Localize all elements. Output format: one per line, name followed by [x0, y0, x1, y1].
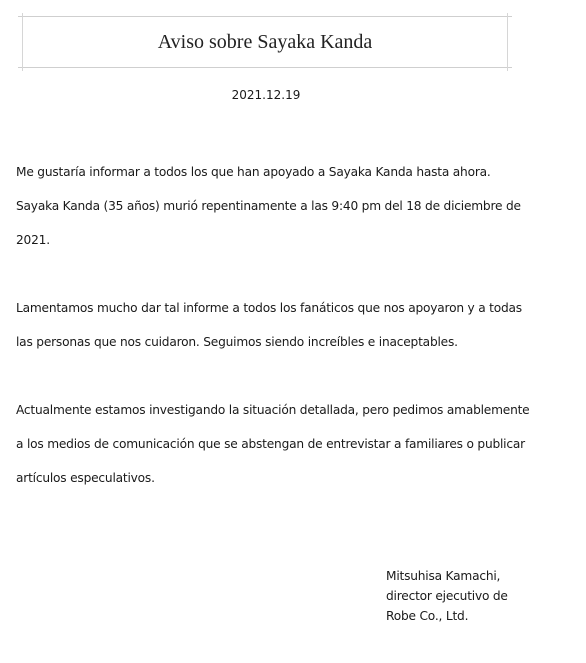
paragraph-line: artículos especulativos. [16, 471, 155, 485]
paragraph-line: a los medios de comunicación que se abstengan de entrevistar a familiares o publicar [16, 437, 525, 451]
paragraph-line: 2021. [16, 233, 50, 247]
paragraph-line: las personas que nos cuidaron. Seguimos siendo increíbles e inaceptables. [16, 335, 458, 349]
paragraph-media-request [16, 393, 556, 495]
signature-role: director ejecutivo de [386, 589, 508, 603]
paragraph-condolence [16, 291, 556, 359]
paragraph-line: Me gustaría informar a todos los que han apoyado a Sayaka Kanda hasta ahora. [16, 165, 491, 179]
notice-title: Aviso sobre Sayaka Kanda [157, 31, 373, 53]
notice-date: 2021.12.19 [231, 88, 301, 102]
paragraph-line: Sayaka Kanda (35 años) murió repentinamente a las 9:40 pm del 18 de diciembre de [16, 199, 521, 213]
title-box [18, 16, 512, 68]
signature-block [386, 566, 508, 626]
paragraph-line: Actualmente estamos investigando la situación detallada, pero pedimos amablemente [16, 403, 530, 417]
signature-company: Robe Co., Ltd. [386, 609, 469, 623]
paragraph-announcement [16, 155, 556, 257]
signature-name: Mitsuhisa Kamachi, [386, 569, 501, 583]
paragraph-line: Lamentamos mucho dar tal informe a todos los fanáticos que nos apoyaron y a todas [16, 301, 522, 315]
